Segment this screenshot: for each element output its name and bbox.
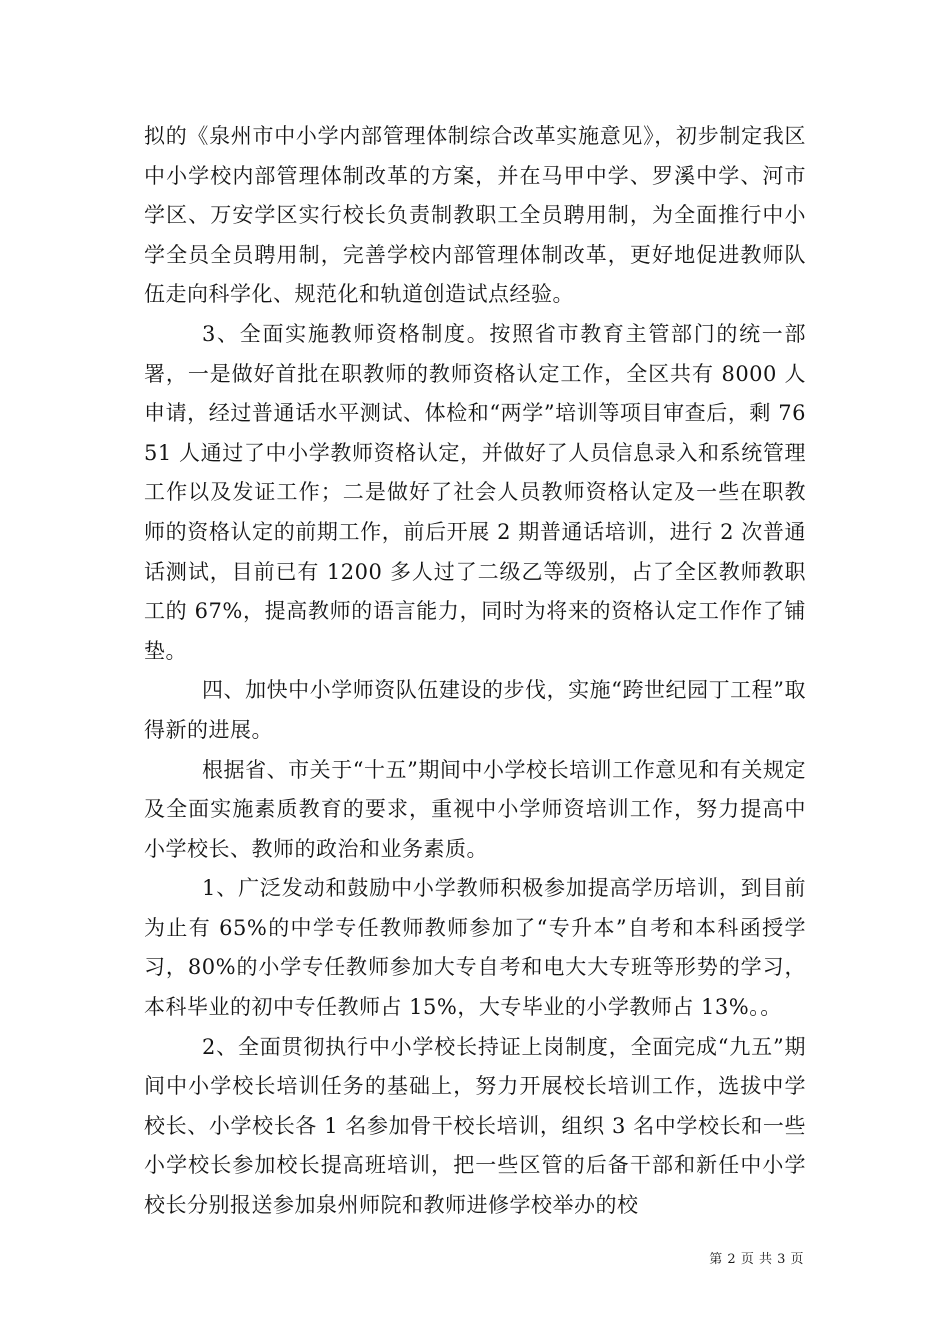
- paragraph-degree-training: 1、广泛发动和鼓励中小学教师积极参加提高学历培训，到目前为止有 65%的中学专任教师教师参加了“专升本”自考和本科函授学习，80%的小学专任教师参加大专自考和电大大专班等形势的学习，本科毕业的初中专任教师占 15%，大专毕业的小学教师占 13%。。: [144, 876, 806, 1020]
- paragraph-teacher-qualification: 3、全面实施教师资格制度。按照省市教育主管部门的统一部署，一是做好首批在职教师的教师资格认定工作，全区共有 8000 人申请，经过普通话水平测试、体检和“两学”培训等项目审查后，剩 7651 人通过了中小学教师资格认定，并做好了人员信息录入和系统管理工作以及发证工作；二是做好了社会人员教师资格认定及一些在职教师的资格认定的前期工作，前后开展 2 期普通话培训，进行 2 次普通话测试，目前已有 1200 多人过了二级乙等级别，占了全区教师教职工的 67%，提高教师的语言能力，同时为将来的资格认定工作作了铺垫。: [144, 321, 806, 663]
- paragraph-principal-training: 2、全面贯彻执行中小学校长持证上岗制度，全面完成“九五”期间中小学校长培训任务的基础上，努力开展校长培训工作，选拔中学校长、小学校长各 1 名参加骨干校长培训，组织 3 名中学校长和一些小学校长参加校长提高班培训，把一些区管的后备干部和新任中小学校长分别报送参加泉州师院和教师进修学校举办的校: [144, 1034, 806, 1218]
- paragraph-management-reform: 拟的《泉州市中小学内部管理体制综合改革实施意见》，初步制定我区中小学校内部管理体制改革的方案，并在马甲中学、罗溪中学、河市学区、万安学区实行校长负责制教职工全员聘用制，为全面推行中小学全员全员聘用制，完善学校内部管理体制改革，更好地促进教师队伍走向科学化、规范化和轨道创造试点经验。: [144, 124, 806, 307]
- paragraph-training-overview: 根据省、市关于“十五”期间中小学校长培训工作意见和有关规定及全面实施素质教育的要求，重视中小学师资培训工作，努力提高中小学校长、教师的政治和业务素质。: [144, 757, 806, 861]
- page-number-footer: 第 2 页 共 3 页: [709, 1252, 804, 1267]
- document-body: [144, 117, 806, 1226]
- section-heading-teacher-team: 四、加快中小学师资队伍建设的步伐，实施“跨世纪园丁工程”取得新的进展。: [144, 678, 806, 742]
